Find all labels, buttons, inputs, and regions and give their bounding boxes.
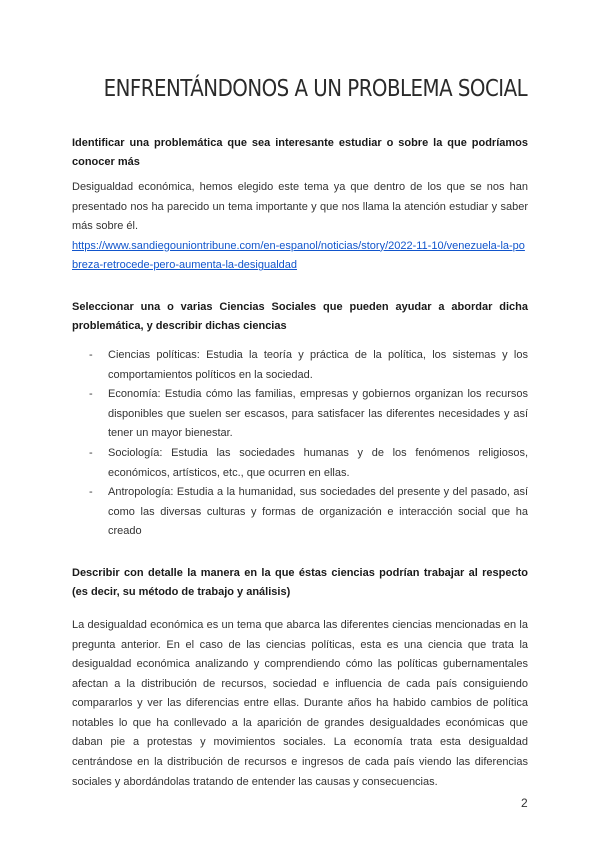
list-bullet: - [89,388,93,401]
list-bullet: - [89,486,93,499]
list-bullet: - [89,446,93,459]
section-1-heading: Identificar una problemática que sea interesante estudiar o sobre la que podríamos conocer más [72,137,528,168]
list-item [72,346,528,385]
page-number: 2 [521,796,528,810]
list-item-text: Sociología: Estudia las sociedades humanas y de los fenómenos religiosos, económicos, artísticos, etc., que ocurren en ellas. [108,446,528,479]
list-item [72,483,528,542]
source-link[interactable]: https://www.sandiegouniontribune.com/en-espanol/noticias/story/2022-11-10/venezuela-la-pobreza-retrocede-pero-aumenta-la-desigualdad [72,239,525,272]
list-item-text: Antropología: Estudia a la humanidad, sus sociedades del presente y del pasado, así como las diversas culturas y formas de organización e interacción social que ha creado [108,486,528,538]
page-title: ENFRENTÁNDONOS A UN PROBLEMA SOCIAL [103,76,528,102]
section-2-heading: Seleccionar una o varias Ciencias Sociales que pueden ayudar a abordar dicha problemática, y describir dichas ciencias [72,300,528,332]
section-1-body: Desigualdad económica, hemos elegido este tema ya que dentro de los que se nos han presentado nos ha parecido un tema importante y que nos llama la atención estudiar y saber más sobre él. [72,181,528,233]
list-bullet: - [89,348,93,361]
section-3-heading: Describir con detalle la manera en la que éstas ciencias podrían trabajar al respecto (es decir, su método de trabajo y análisis) [72,566,528,598]
section-3-body: La desigualdad económica es un tema que abarca las diferentes ciencias mencionadas en la pregunta anterior. En el caso de las ciencias políticas, esta es una ciencia que trata la desigualdad económica analizando y comprendiendo cómo las políticas gubernamentales afectan a la distribución de recursos, sociedad e influencia de cada país consiguiendo compararlos y ver las diferencias entre ellas. Durante años ha habido cambios de política notables lo que ha conllevado a la aparición de grandes desigualdades económicas que daban pie a protestas y movimientos sociales. La economía trata esta desigualdad centrándose en la distribución de recursos e ingresos de cada país viendo las diferencias sociales y abordándolas tratando de entender las causas y consecuencias. [72,618,528,788]
social-sciences-list [72,346,528,542]
document-content [72,134,528,792]
list-item-text: Economía: Estudia cómo las familias, empresas y gobiernos organizan los recursos disponibles que suelen ser escasos, para satisfacer las diferentes necesidades y así tener un mayor bienestar. [108,388,528,440]
list-item [72,385,528,444]
list-item-text: Ciencias políticas: Estudia la teoría y práctica de la política, los sistemas y los comportamientos políticos en la sociedad. [108,348,528,381]
list-item [72,444,528,483]
